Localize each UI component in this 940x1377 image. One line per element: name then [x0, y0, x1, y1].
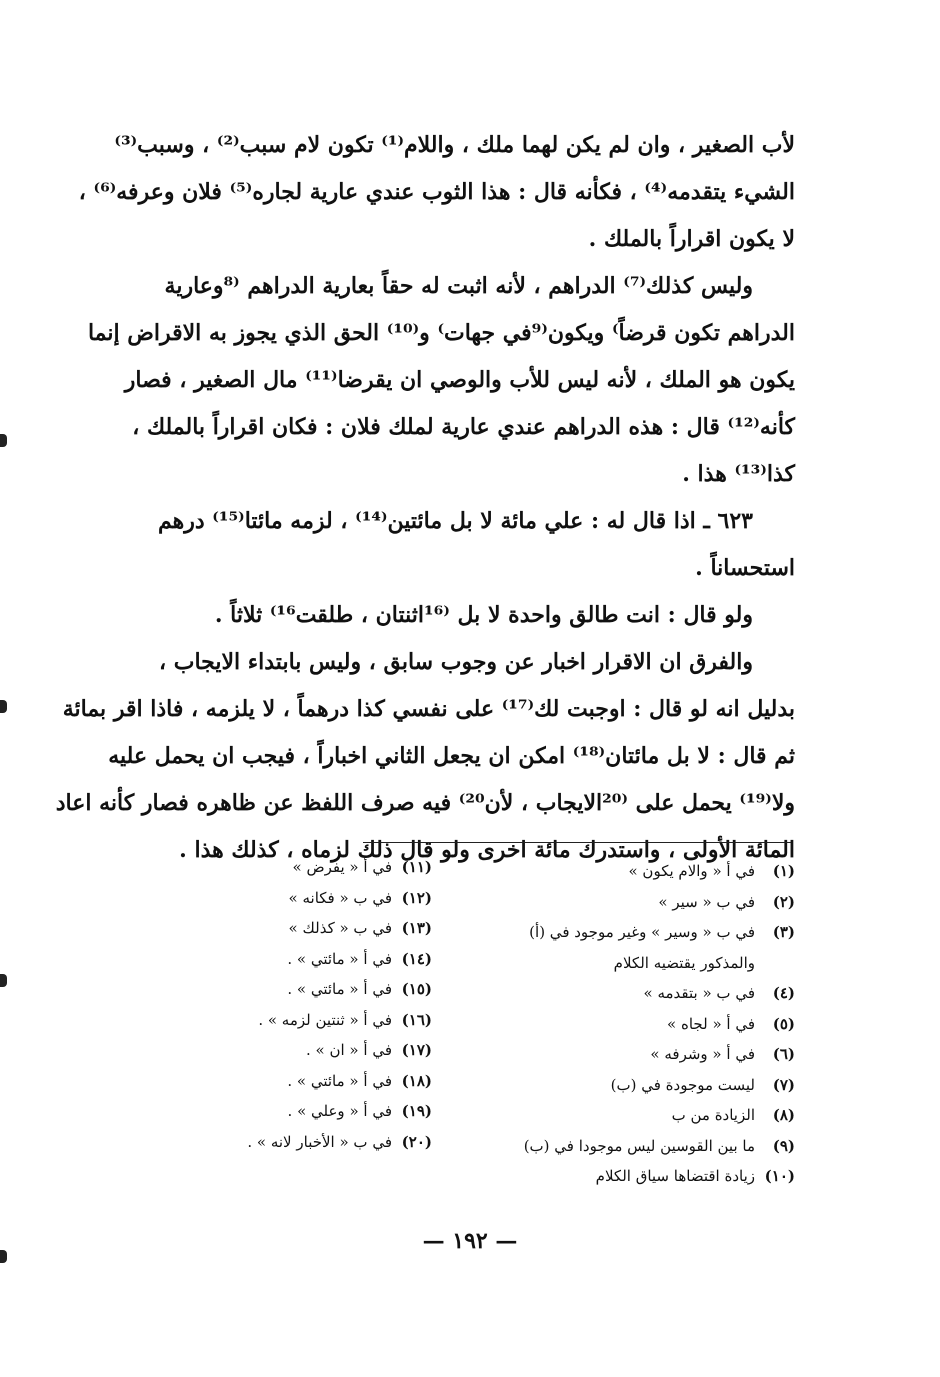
footnote-number: (٢): [772, 892, 795, 911]
footnote-number: (٩): [772, 1136, 795, 1155]
footnote-number: (٤): [772, 984, 795, 1002]
footnote-text: في أ « مائتي » .: [287, 980, 392, 998]
footnote-text: في أ « ان » .: [306, 1041, 392, 1059]
footnote-number: (٦): [772, 1045, 795, 1063]
footnote-item: [200, 974, 432, 1005]
text-line: بدليل انه لو قال : اوجبت لك⁽¹⁷⁾ على نفسي كذا درهماً ، لا يلزمه ، فاذا اقر بمائة: [62, 696, 795, 722]
footnote-text: في أ « مائتي » .: [287, 1071, 392, 1090]
text-line: كذا⁽¹³⁾ هذا .: [682, 461, 795, 487]
footnote-item: [475, 1070, 795, 1101]
footnote-text: في أ « يفرض »: [292, 858, 392, 876]
footnote-item: [200, 852, 432, 883]
footnote-item: [475, 917, 795, 948]
text-line: يكون هو الملك ، لأنه ليس للأب والوصي ان يقرضا⁽¹¹⁾ مال الصغير ، فصار: [124, 367, 795, 393]
text-line: المائة الأولى ، واستدرك مائة اخرى ولو قال ذلك لزماه ، كذلك هذا .: [179, 837, 795, 863]
footnote-text: في ب « الأخبار لانه » .: [247, 1132, 392, 1151]
footnote-number: (٣): [772, 923, 795, 941]
footnote-item: [475, 978, 795, 1009]
footnote-item: [475, 856, 795, 887]
footnote-number: (١٤): [401, 949, 432, 968]
binding-mark: [0, 434, 7, 447]
footnote-text: في ب « بتقدمه »: [643, 984, 755, 1002]
footnote-number: (١٩): [401, 1102, 432, 1120]
main-text: [55, 122, 795, 874]
footnote-number: (٢٠): [401, 1132, 432, 1151]
footnote-text: في أ « وعلي » .: [287, 1102, 392, 1120]
footnote-number: (٧): [772, 1075, 795, 1094]
footnote-item: [200, 1096, 432, 1127]
footnote-divider: [363, 842, 791, 843]
footnote-text: في أ « لجاه »: [667, 1014, 755, 1033]
footnote-number: (١٢): [401, 888, 432, 907]
footnote-number: (١٦): [401, 1010, 432, 1029]
footnote-number: (١٧): [401, 1041, 432, 1059]
paragraph-1: [78, 122, 795, 263]
text-line: ولو قال : انت طالق واحدة لا بل ⁽¹⁶اثنتان ، طلقت¹⁶⁾ ثلاثاً .: [214, 602, 753, 628]
footnote-item: [475, 1039, 795, 1070]
footnote-item: [475, 1009, 795, 1040]
binding-mark: [0, 700, 7, 713]
footnote-item: [200, 1005, 432, 1036]
footnote-item: [475, 1100, 795, 1131]
footnote-text: الزيادة من ب: [671, 1106, 755, 1124]
footnote-number: (١٥): [401, 980, 432, 998]
text-line: ولا⁽¹⁹⁾ يحمل على ⁽²⁰الايجاب ، لأن²⁰⁾ فيه صرف اللفظ عن ظاهره فصار كأنه اعاد: [55, 790, 795, 816]
footnote-text: في ب « كذلك »: [288, 919, 392, 937]
text-line: لا يكون اقراراً بالملك .: [588, 226, 795, 252]
footnote-text: في ب « سير »: [658, 892, 755, 911]
footnote-item: [200, 1127, 432, 1158]
footnote-text: ليست موجودة في (ب): [610, 1075, 755, 1094]
text-line: والفرق ان الاقرار اخبار عن وجوب سابق ، وليس بابتداء الايجاب ،: [158, 649, 753, 675]
text-line: وليس كذلك⁽⁷⁾ الدراهم ، لأنه اثبت له حقاً بعارية الدراهم ⁽⁸وعارية: [164, 273, 753, 299]
footnote-number: (٥): [772, 1014, 795, 1033]
footnote-number: (٨): [772, 1106, 795, 1124]
footnote-item: [200, 1066, 432, 1097]
text-line: الدراهم تكون قرضاً⁾ ويكون⁽⁹في جهات⁾ و⁽¹⁰⁾ الحق الذي يجوز به الاقراض إنما: [87, 320, 795, 346]
footnote-item: [475, 1161, 795, 1192]
footnote-text: في أ « وشرفه »: [650, 1045, 755, 1063]
footnote-text: في ب « وسير » وغير موجود في (أ): [529, 923, 755, 941]
text-line: استحساناً .: [695, 555, 795, 581]
text-line: ٦٢٣ ـ اذا قال له : علي مائة لا بل مائتين⁽¹⁴⁾ ، لزمه مائتا⁽¹⁵⁾ درهم: [157, 508, 753, 534]
footnote-item: [200, 883, 432, 914]
footnote-continuation: [475, 948, 795, 979]
footnote-item: [200, 913, 432, 944]
footnote-number: (١٣): [401, 919, 432, 937]
binding-mark: [0, 974, 7, 987]
text-line: كأنه⁽¹²⁾ قال : هذه الدراهم عندي عارية لملك فلان : فكان اقراراً بالملك ،: [132, 414, 795, 440]
page-number: — ١٩٢ —: [422, 1228, 518, 1254]
footnote-text: والمذكور يقتضيه الكلام: [613, 953, 755, 972]
text-line: ثم قال : لا بل مائتان⁽¹⁸⁾ امكن ان يجعل الثاني اخباراً ، فيجب ان يحمل عليه: [108, 743, 795, 769]
footnote-number: (١): [772, 862, 795, 880]
footnote-number: (١٨): [401, 1071, 432, 1090]
text-line: لأب الصغير ، وان لم يكن لهما ملك ، واللام⁽¹⁾ تكون لام سبب⁽²⁾ ، وسبب⁽³⁾: [114, 132, 795, 158]
footnote-number: (١٠): [764, 1167, 795, 1185]
footnotes-right-column: [475, 856, 795, 1192]
footnote-text: في أ « مائتي » .: [287, 949, 392, 968]
paragraph-4: [105, 592, 795, 639]
footnote-item: [200, 944, 432, 975]
footnote-item: [200, 1035, 432, 1066]
paragraph-2: [87, 263, 795, 498]
footnote-text: في ب « فكانه »: [288, 888, 392, 907]
footnote-item: [475, 887, 795, 918]
footnote-text: في أ « ثنتين لزمه » .: [258, 1010, 392, 1029]
footnote-text: ما بين القوسين ليس موجودا في (ب): [523, 1136, 755, 1155]
paragraph-5: [55, 639, 795, 874]
binding-mark: [0, 1250, 7, 1263]
text-line: الشيء يتقدمه⁽⁴⁾ ، فكأنه قال : هذا الثوب عندي عارية لجاره⁽⁵⁾ فلان وعرفه⁽⁶⁾ ،: [78, 179, 795, 205]
paragraph-3: [105, 498, 795, 592]
footnotes-left-column: [200, 852, 432, 1157]
footnote-text: في أ « والام يكون »: [628, 862, 755, 880]
footnote-item: [475, 1131, 795, 1162]
footnote-number: (١١): [401, 858, 432, 876]
footnote-text: زيادة اقتضاها سياق الكلام: [595, 1167, 755, 1185]
